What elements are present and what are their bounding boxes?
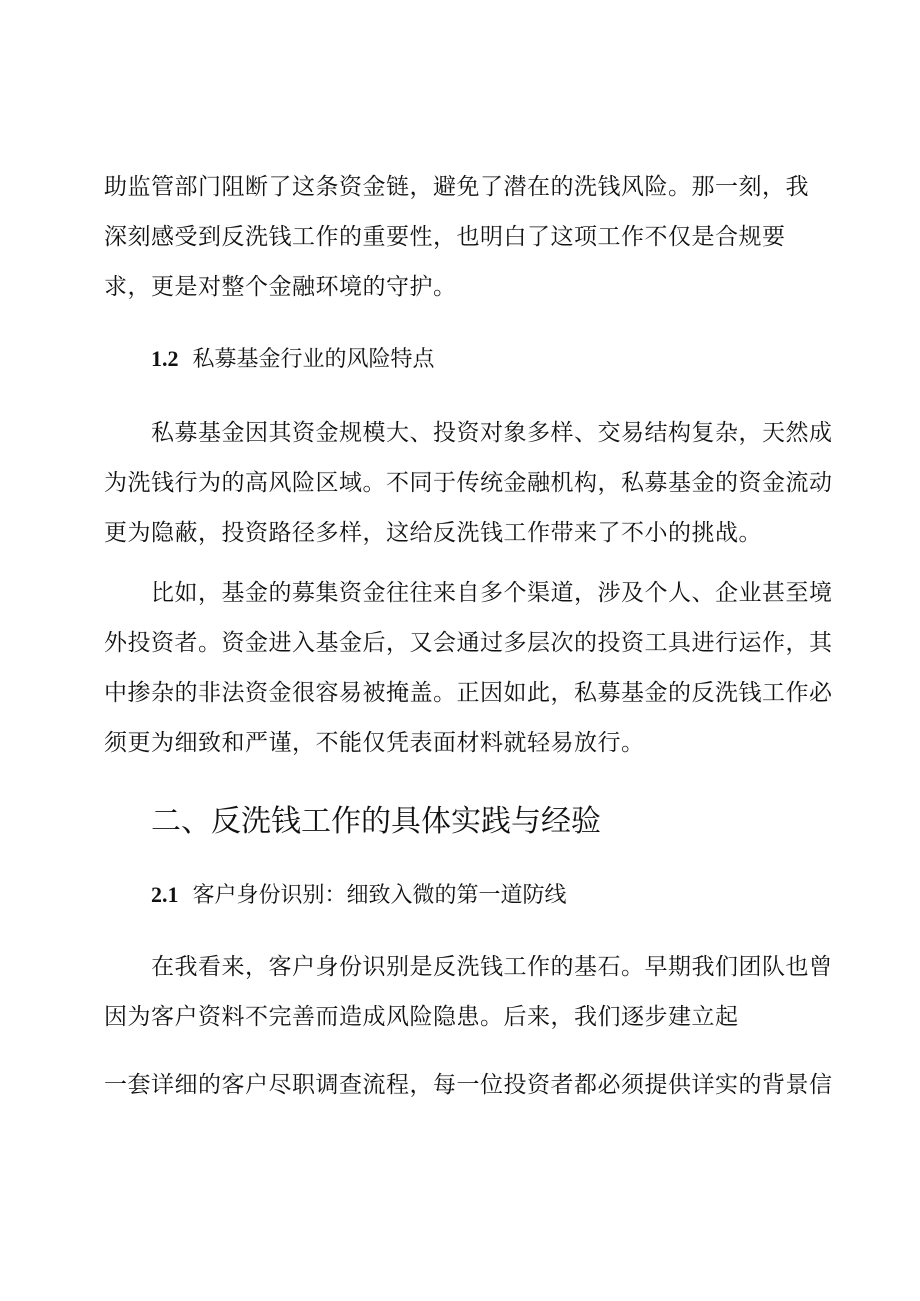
paragraph-line: 一套详细的客户尽职调查流程，每一位投资者都必须提供详实的背景信 [104, 1072, 833, 1098]
paragraph-intro-end [104, 162, 819, 312]
paragraph-due-diligence [104, 1060, 833, 1110]
paragraph-line: 私募基金因其资金规模大、投资对象多样、交易结构复杂，天然成 [151, 420, 833, 446]
paragraph-customer-identification [104, 942, 833, 1042]
paragraph-risk-example [104, 568, 833, 768]
section-heading-1-2 [151, 344, 435, 375]
paragraph-line: 须更为细致和严谨，不能仅凭表面材料就轻易放行。 [104, 730, 645, 756]
paragraph-line: 因为客户资料不完善而造成风险隐患。后来，我们逐步建立起 [104, 1004, 739, 1030]
section-number: 2.1 [151, 882, 179, 907]
paragraph-line: 在我看来，客户身份识别是反洗钱工作的基石。早期我们团队也曾 [151, 954, 833, 980]
paragraph-line: 比如，基金的募集资金往往来自多个渠道，涉及个人、企业甚至境 [151, 580, 833, 606]
paragraph-line: 更为隐蔽，投资路径多样，这给反洗钱工作带来了不小的挑战。 [104, 520, 762, 546]
section-heading-2-1 [151, 880, 567, 911]
section-number: 1.2 [151, 346, 179, 371]
chapter-title: 二、反洗钱工作的具体实践与经验 [151, 804, 601, 839]
paragraph-line: 为洗钱行为的高风险区域。不同于传统金融机构，私募基金的资金流动 [104, 470, 833, 496]
chapter-heading-2 [151, 802, 601, 842]
paragraph-risk-features [104, 408, 833, 558]
paragraph-line: 助监管部门阻断了这条资金链，避免了潜在的洗钱风险。那一刻，我 [104, 174, 809, 200]
section-title: 私募基金行业的风险特点 [192, 347, 435, 372]
paragraph-line: 深刻感受到反洗钱工作的重要性，也明白了这项工作不仅是合规要 [104, 224, 786, 250]
paragraph-line: 外投资者。资金进入基金后，又会通过多层次的投资工具进行运作，其 [104, 630, 833, 656]
paragraph-line: 中掺杂的非法资金很容易被掩盖。正因如此，私募基金的反洗钱工作必 [104, 680, 833, 706]
paragraph-line: 求，更是对整个金融环境的守护。 [104, 274, 457, 300]
section-title: 客户身份识别：细致入微的第一道防线 [192, 883, 567, 908]
